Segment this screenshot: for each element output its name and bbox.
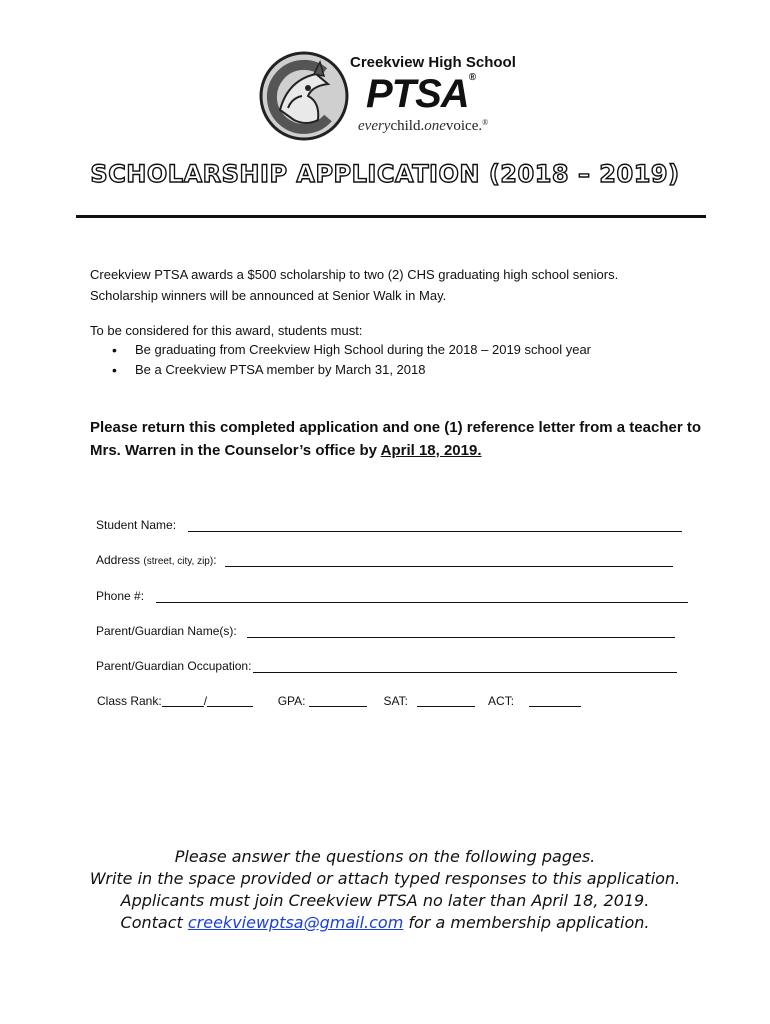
phone-label: Phone #: [96,589,145,603]
deadline-date: April 18, 2019. [380,442,482,459]
parent-names-input[interactable] [247,623,675,638]
rank-separator: / [203,694,208,708]
closing-instructions: Please answer the questions on the following pages. Write in the space provided or attach typed responses to this application. Applicants must join Creekview PTSA no later than April 18, 2019. Contact creekviewptsa@gmail.com for a membership application. [89,847,681,932]
student-name-label: Student Name: [96,518,177,532]
intro-paragraph: Creekview PTSA awards a $500 scholarship to two (2) CHS graduating high school seniors. Scholarship winners will be announced at Senior Walk in May. [90,267,619,303]
ptsa-slogan: everychild.onevoice.® [358,118,489,134]
sat-input[interactable] [417,693,475,707]
gpa-label: GPA: [277,694,306,708]
page-title: SCHOLARSHIP APPLICATION (2018 – 2019) [90,160,680,188]
parent-occupation-input[interactable] [253,658,677,673]
class-rank-label: Class Rank: [97,694,162,708]
act-input[interactable] [529,693,581,707]
title-divider [76,215,706,218]
gpa-input[interactable] [309,693,367,707]
class-size-input[interactable] [207,693,253,707]
requirements-list [108,340,591,380]
parent-occupation-field [96,658,677,673]
ptsa-wordmark: PTSA® [366,72,476,116]
ptsa-logo [258,48,538,143]
academic-stats-row [97,693,581,708]
parent-names-field [96,623,675,638]
school-name: Creekview High School [350,54,516,71]
address-field [96,552,673,567]
address-input[interactable] [225,552,673,567]
parent-names-label: Parent/Guardian Name(s): [96,624,237,638]
phone-field [96,588,688,603]
list-item: • Be a Creekview PTSA member by March 31, 2018 [108,360,591,380]
contact-email-link[interactable]: creekviewptsa@gmail.com [187,913,404,932]
address-label: Address (street, city, zip): [96,553,217,567]
sat-label: SAT: [383,694,408,708]
phone-input[interactable] [156,588,688,603]
student-name-input[interactable] [188,517,682,532]
act-label: ACT: [488,694,515,708]
list-item: • Be graduating from Creekview High School during the 2018 – 2019 school year [108,340,591,360]
return-instructions: Please return this completed application and one (1) reference letter from a teacher to Mrs. Warren in the Counselor’s office by April 18, 2019. [90,419,702,459]
student-name-field [96,517,682,532]
horse-mascot-icon [258,50,350,142]
requirements-lead: To be considered for this award, students must: [90,323,363,338]
parent-occupation-label: Parent/Guardian Occupation: [96,659,252,673]
class-rank-input[interactable] [162,693,204,707]
